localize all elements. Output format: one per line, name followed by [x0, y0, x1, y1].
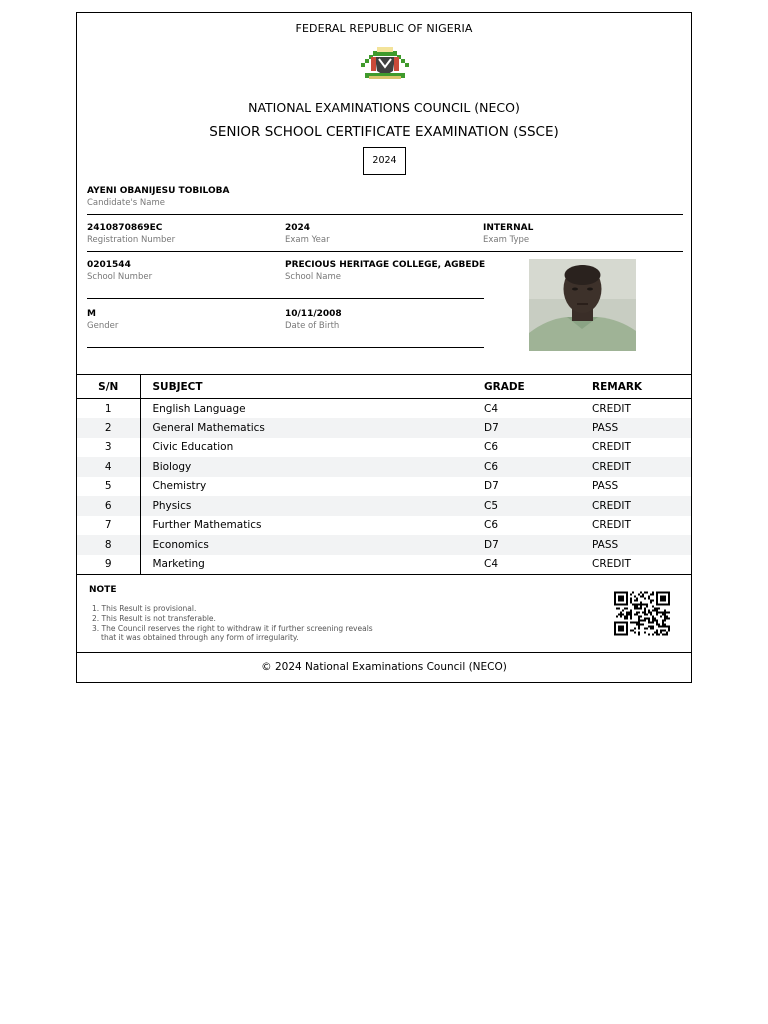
results-table: [77, 374, 691, 575]
header-grade: GRADE: [484, 375, 592, 399]
registration-number: 2410870869EC: [87, 223, 163, 233]
note-title: NOTE: [89, 585, 117, 595]
divider: [87, 347, 484, 348]
registration-number-label: Registration Number: [87, 235, 176, 245]
table-row: [77, 535, 691, 555]
school-name: PRECIOUS HERITAGE COLLEGE, AGBEDE: [285, 260, 486, 270]
row-remark: CREDIT: [592, 402, 631, 415]
row-sn: 7: [77, 516, 140, 536]
row-remark: CREDIT: [592, 555, 691, 575]
row-grade: D7: [484, 535, 592, 555]
row-subject: Economics: [140, 535, 484, 555]
date-of-birth: 10/11/2008: [285, 309, 342, 319]
gender-label: Gender: [87, 321, 119, 331]
row-subject: Civic Education: [152, 441, 234, 454]
row-sn: 1: [77, 399, 140, 419]
row-remark: CREDIT: [592, 441, 631, 454]
divider: [87, 214, 683, 215]
table-row: [77, 555, 691, 575]
exam-title: SENIOR SCHOOL CERTIFICATE EXAMINATION (SSCE): [209, 124, 559, 140]
table-row: [77, 418, 691, 438]
copyright: © 2024 National Examinations Council (NECO): [261, 661, 507, 673]
row-sn: 2: [77, 418, 140, 438]
row-remark: PASS: [592, 418, 691, 438]
row-grade: C6: [484, 441, 499, 454]
candidate-name: AYENI OBANIJESU TOBILOBA: [87, 186, 230, 196]
row-grade: D7: [484, 480, 499, 493]
exam-year-box: 2024: [363, 147, 406, 175]
row-grade: C6: [484, 519, 499, 532]
school-number-label: School Number: [87, 272, 153, 282]
note-item: 1. This Result is provisional.: [92, 604, 197, 613]
row-subject: Further Mathematics: [152, 519, 262, 532]
results-header-row: [77, 375, 691, 399]
divider: [87, 298, 484, 299]
result-sheet: [76, 12, 692, 683]
row-grade: C6: [484, 457, 592, 477]
row-remark: PASS: [592, 480, 619, 493]
row-subject: General Mathematics: [140, 418, 484, 438]
row-sn: 8: [77, 535, 140, 555]
row-subject: Biology: [140, 457, 484, 477]
header-subject: SUBJECT: [140, 375, 484, 399]
header-remark: REMARK: [592, 375, 691, 399]
row-subject: English Language: [152, 402, 246, 415]
row-subject: Physics: [140, 496, 484, 516]
qr-code-icon: [614, 591, 670, 636]
row-sn: 9: [77, 555, 140, 575]
exam-type-label: Exam Type: [483, 235, 530, 245]
school-name-label: School Name: [285, 272, 341, 282]
row-sn: 6: [77, 496, 140, 516]
coat-of-arms-icon: [359, 45, 411, 81]
exam-year-label: Exam Year: [285, 235, 330, 245]
gender: M: [87, 309, 96, 319]
note-item: 3. The Council reserves the right to withdraw it if further screening reveals: [92, 623, 373, 633]
row-remark: CREDIT: [592, 457, 691, 477]
row-grade: C4: [484, 402, 499, 415]
table-row: [77, 438, 691, 458]
row-subject: Marketing: [140, 555, 484, 575]
exam-type: INTERNAL: [483, 223, 534, 233]
row-grade: D7: [484, 418, 592, 438]
school-number: 0201544: [87, 260, 131, 270]
table-row: [77, 399, 691, 419]
row-grade: C5: [484, 496, 592, 516]
note-item: 2. This Result is not transferable.: [92, 613, 216, 623]
note-item: that it was obtained through any form of irregularity.: [101, 633, 299, 643]
candidate-photo: [529, 259, 636, 351]
row-sn: 3: [77, 438, 140, 458]
row-remark: CREDIT: [592, 496, 691, 516]
divider: [87, 251, 683, 252]
table-row: [77, 457, 691, 477]
row-remark: CREDIT: [592, 519, 631, 532]
row-grade: C4: [484, 555, 592, 575]
country-title: FEDERAL REPUBLIC OF NIGERIA: [295, 22, 473, 35]
council-title: NATIONAL EXAMINATIONS COUNCIL (NECO): [248, 100, 520, 115]
row-sn: 4: [77, 457, 140, 477]
header-sn: S/N: [77, 375, 140, 399]
table-row: [77, 477, 691, 497]
footer-divider: [77, 652, 691, 653]
row-sn: 5: [77, 477, 140, 497]
row-remark: PASS: [592, 535, 691, 555]
date-of-birth-label: Date of Birth: [285, 321, 340, 331]
row-subject: Chemistry: [152, 480, 207, 493]
candidate-name-label: Candidate's Name: [87, 198, 165, 208]
table-row: [77, 516, 691, 536]
note-list: [92, 604, 373, 643]
table-row: [77, 496, 691, 516]
exam-year: 2024: [285, 223, 311, 233]
